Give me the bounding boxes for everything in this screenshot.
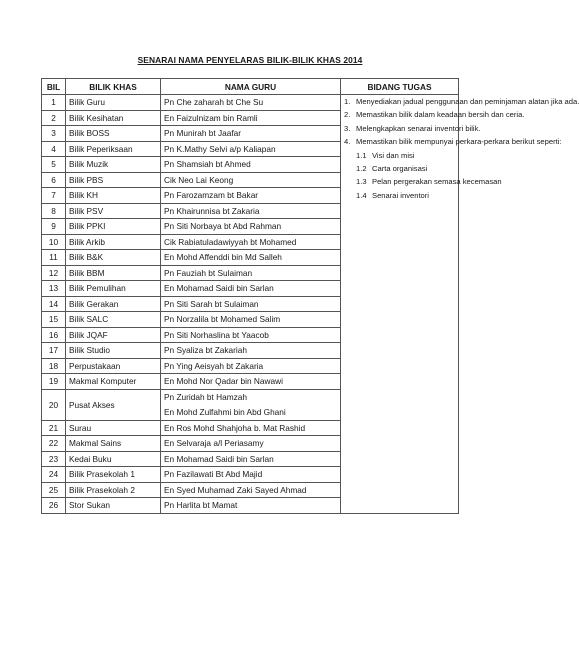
row-number: 7 <box>42 188 66 204</box>
room-name: Bilik Guru <box>66 95 161 111</box>
table-header-row <box>42 79 459 95</box>
room-name: Bilik Muzik <box>66 157 161 173</box>
duty-subitem-number: 1.2 <box>356 164 367 174</box>
teacher-name <box>161 389 341 420</box>
coordinator-table <box>41 78 579 514</box>
duty-text: Menyediakan jadual penggunaan dan peminjaman alatan jika ada. <box>356 97 579 106</box>
teacher-name: Pn Munirah bt Jaafar <box>161 126 341 142</box>
room-name: Bilik Studio <box>66 343 161 359</box>
room-name: Bilik BBM <box>66 265 161 281</box>
row-number: 8 <box>42 203 66 219</box>
teacher-name: Pn Fazilawati Bt Abd Majid <box>161 467 341 483</box>
teacher-name: Pn Ying Aeisyah bt Zakaria <box>161 358 341 374</box>
room-name: Bilik Prasekolah 1 <box>66 467 161 483</box>
row-number: 10 <box>42 234 66 250</box>
row-number: 5 <box>42 157 66 173</box>
teacher-name: En Faizulnizam bin Ramli <box>161 110 341 126</box>
teacher-name: Pn Syaliza bt Zakariah <box>161 343 341 359</box>
row-number: 16 <box>42 327 66 343</box>
page-title: SENARAI NAMA PENYELARAS BILIK-BILIK KHAS 2014 <box>137 55 363 65</box>
room-name: Bilik Pemulihan <box>66 281 161 297</box>
room-name: Bilik Gerakan <box>66 296 161 312</box>
duty-text: Memastikan bilik mempunyai perkara-perkara berikut seperti: <box>356 137 562 147</box>
teacher-name-secondary: En Mohd Zulfahmi bin Abd Ghani <box>164 406 286 417</box>
row-number: 21 <box>42 420 66 436</box>
header-bidang-tugas: BIDANG TUGAS <box>341 79 459 95</box>
table-body <box>42 95 579 514</box>
teacher-name-primary: Pn Zuridah bt Hamzah <box>164 392 248 402</box>
row-number: 15 <box>42 312 66 328</box>
room-name: Bilik PBS <box>66 172 161 188</box>
room-name: Bilik B&K <box>66 250 161 266</box>
teacher-name: Pn Siti Sarah bt Sulaiman <box>161 296 341 312</box>
duty-subitem <box>344 162 455 175</box>
room-name: Makmal Komputer <box>66 374 161 390</box>
table-row <box>42 95 459 111</box>
header-bil: BIL <box>42 79 66 95</box>
duty-number: 1. <box>344 97 351 106</box>
duty-text: Memastikan bilik dalam keadaan bersih dan ceria. <box>356 110 525 120</box>
duty-subitem-text: Senarai inventori <box>372 190 429 200</box>
row-number: 18 <box>42 358 66 374</box>
duty-subitem-number: 1.1 <box>356 150 367 160</box>
duty-subitem <box>344 175 502 188</box>
header-nama-guru: NAMA GURU <box>161 79 341 95</box>
duty-subitem-number: 1.3 <box>356 177 367 187</box>
teacher-name: En Mohamad Saidi bin Sarlan <box>161 451 341 467</box>
duty-subitem <box>344 189 455 202</box>
room-name: Bilik PSV <box>66 203 161 219</box>
teacher-name: En Mohd Nor Qadar bin Nawawi <box>161 374 341 390</box>
row-number: 11 <box>42 250 66 266</box>
room-name: Pusat Akses <box>66 389 161 420</box>
header-bilik-khas: BILIK KHAS <box>66 79 161 95</box>
row-number: 20 <box>42 389 66 420</box>
teacher-name: En Mohamad Saidi bin Sarlan <box>161 281 341 297</box>
duty-subitem-number: 1.4 <box>356 190 367 200</box>
row-number: 2 <box>42 110 66 126</box>
duty-number: 4. <box>344 137 351 147</box>
room-name: Bilik Prasekolah 2 <box>66 482 161 498</box>
room-name: Bilik BOSS <box>66 126 161 142</box>
duties-cell <box>341 95 579 514</box>
teacher-name: Pn Khairunnisa bt Zakaria <box>161 203 341 219</box>
teacher-name: Pn Harlita bt Mamat <box>161 498 341 514</box>
row-number: 9 <box>42 219 66 235</box>
row-number: 14 <box>42 296 66 312</box>
duty-item <box>344 122 481 135</box>
duty-text: Melengkapkan senarai inventori bilik. <box>356 123 481 133</box>
duty-item <box>344 95 579 108</box>
duty-subitem-text: Pelan pergerakan semasa kecemasan <box>372 177 502 187</box>
duty-subitem-text: Visi dan misi <box>372 150 415 160</box>
room-name: Bilik Kesihatan <box>66 110 161 126</box>
duty-number: 3. <box>344 123 351 133</box>
room-name: Bilik Peperiksaan <box>66 141 161 157</box>
row-number: 26 <box>42 498 66 514</box>
row-number: 13 <box>42 281 66 297</box>
row-number: 4 <box>42 141 66 157</box>
teacher-name: En Selvaraja a/l Periasamy <box>161 436 341 452</box>
row-number: 25 <box>42 482 66 498</box>
teacher-name: En Syed Muhamad Zaki Sayed Ahmad <box>161 482 341 498</box>
row-number: 19 <box>42 374 66 390</box>
row-number: 22 <box>42 436 66 452</box>
row-number: 24 <box>42 467 66 483</box>
teacher-name: Pn Shamsiah bt Ahmed <box>161 157 341 173</box>
room-name: Bilik PPKI <box>66 219 161 235</box>
teacher-name: En Mohd Affenddi bin Md Salleh <box>161 250 341 266</box>
teacher-name: En Ros Mohd Shahjoha b. Mat Rashid <box>161 420 341 436</box>
row-number: 17 <box>42 343 66 359</box>
duty-item <box>344 135 562 148</box>
room-name: Bilik SALC <box>66 312 161 328</box>
teacher-name: Pn Siti Norbaya bt Abd Rahman <box>161 219 341 235</box>
room-name: Kedai Buku <box>66 451 161 467</box>
room-name: Bilik JQAF <box>66 327 161 343</box>
teacher-name: Pn Che zaharah bt Che Su <box>161 95 341 111</box>
teacher-name: Pn K.Mathy Selvi a/p Kaliapan <box>161 141 341 157</box>
row-number: 1 <box>42 95 66 111</box>
duty-subitem-text: Carta organisasi <box>372 164 428 174</box>
teacher-name: Cik Rabiatuladawiyyah bt Mohamed <box>161 234 341 250</box>
duty-subitem <box>344 149 455 162</box>
row-number: 6 <box>42 172 66 188</box>
row-number: 23 <box>42 451 66 467</box>
room-name: Bilik Arkib <box>66 234 161 250</box>
teacher-name: Pn Norzalila bt Mohamed Salim <box>161 312 341 328</box>
row-number: 3 <box>42 126 66 142</box>
teacher-name: Pn Farozamzam bt Bakar <box>161 188 341 204</box>
room-name: Perpustakaan <box>66 358 161 374</box>
room-name: Stor Sukan <box>66 498 161 514</box>
room-name: Makmal Sains <box>66 436 161 452</box>
room-name: Bilik KH <box>66 188 161 204</box>
teacher-name: Cik Neo Lai Keong <box>161 172 341 188</box>
teacher-name: Pn Siti Norhaslina bt Yaacob <box>161 327 341 343</box>
teacher-name: Pn Fauziah bt Sulaiman <box>161 265 341 281</box>
duty-number: 2. <box>344 110 351 120</box>
room-name: Surau <box>66 420 161 436</box>
row-number: 12 <box>42 265 66 281</box>
duty-item <box>344 108 525 121</box>
